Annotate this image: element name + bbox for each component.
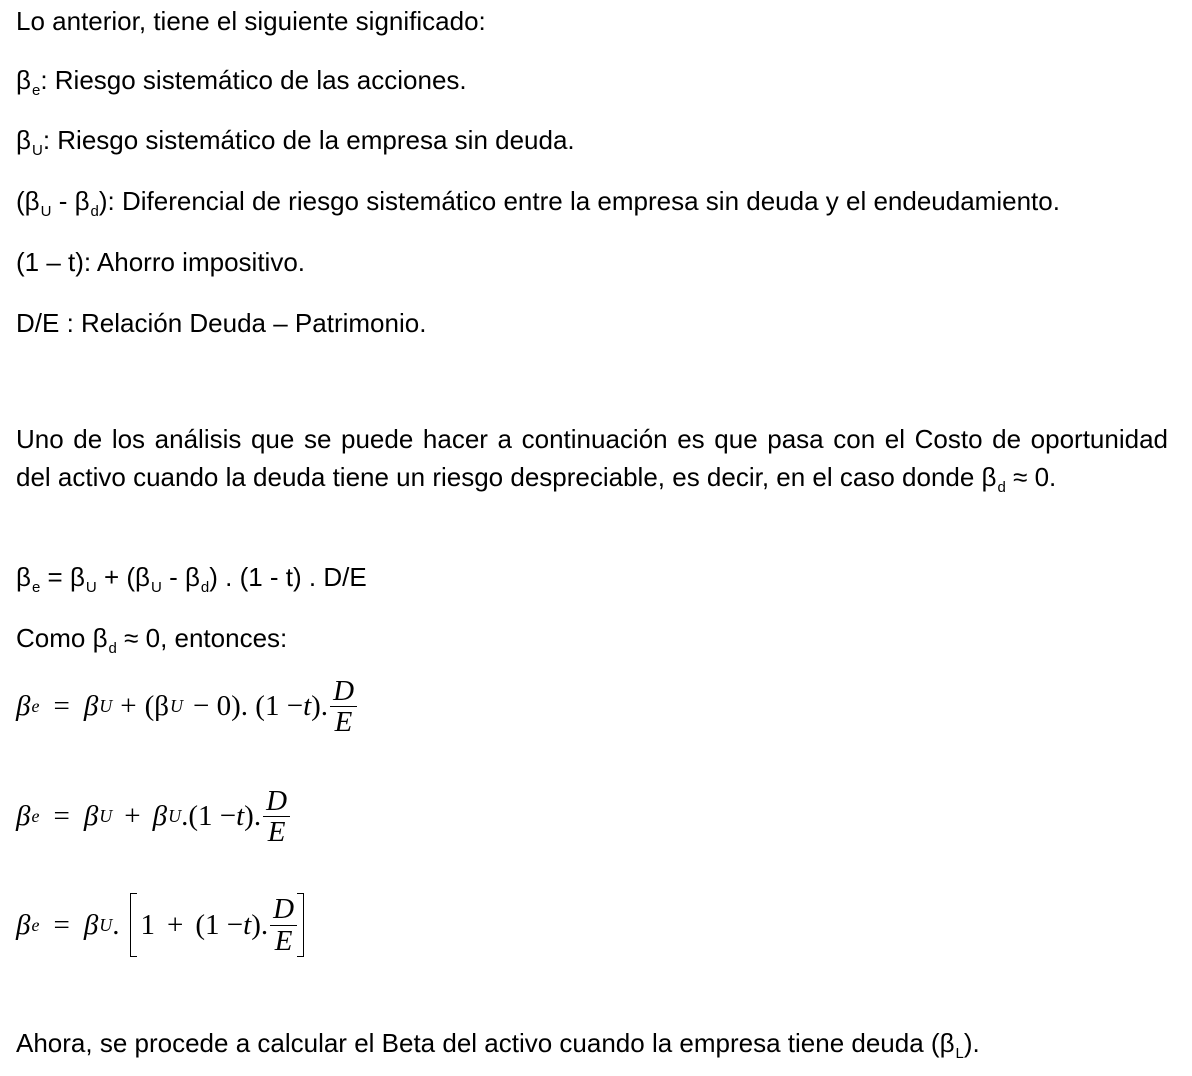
fraction-d-over-e: $\frac{D}{E}$ (330, 676, 357, 738)
symbol: - β (51, 186, 90, 216)
symbol: β (16, 65, 31, 95)
symbol-subscript: d (90, 203, 99, 220)
equation-2: β e = β U + β U .(1 − t ). $\frac{D}{E}$ (16, 786, 290, 848)
fraction-d-over-e: $\frac{D}{E}$ (270, 894, 297, 956)
symbol-subscript: d (997, 479, 1006, 496)
symbol-subscript: U (31, 142, 43, 159)
paragraph-tail: ≈ 0. (1005, 462, 1057, 492)
definition-differential (16, 188, 1060, 219)
paragraph-text: Uno de los análisis que se puede hacer a continuación es que pasa con el Costo de oportunidad del activo cuando la deuda tiene un riesgo despreciable, es decir, en el caso donde β (16, 424, 1168, 492)
intro-text: Lo anterior, tiene el siguiente significado: (16, 6, 486, 36)
symbol-subscript: e (31, 82, 41, 99)
como-line: Como $\beta_d \approx 0$, entonces: (16, 623, 288, 657)
equation-1: β e = β U + (β U − 0). (1 − t ). $\frac{D}{E}$ (16, 676, 357, 738)
definition-debt-equity: D/E : Relación Deuda – Patrimonio. (16, 308, 427, 338)
closing-text: Ahora, se procede a calcular el Beta del activo cuando la empresa tiene deuda $(\beta_L)$. (16, 1028, 980, 1062)
fraction-d-over-e: $\frac{D}{E}$ (263, 786, 290, 848)
symbol: (β (16, 186, 40, 216)
definition-beta-u (16, 127, 575, 158)
symbol-subscript: U (40, 203, 52, 220)
analysis-paragraph (16, 420, 1168, 507)
bracket-expression: 1 + (1 − t ). $\frac{D}{E}$ (130, 893, 305, 957)
definition-text: ): Diferencial de riesgo sistemático entre la empresa sin deuda y el endeudamiento. (98, 186, 1060, 216)
equation-3: β e = β U . 1 + (1 − t ). $\frac{D}{E}$ (16, 893, 304, 957)
symbol: β (16, 125, 31, 155)
definition-tax-saving: (1 – t): Ahorro impositivo. (16, 247, 305, 277)
definition-beta-e (16, 67, 467, 98)
definition-text: : Riesgo sistemático de las acciones. (40, 65, 467, 95)
definition-text: : Riesgo sistemático de la empresa sin deuda. (42, 125, 575, 155)
formula-text-line: $\beta_e = \beta_U + (\beta_U - \beta_d)$ . (1 - t) . D/E (16, 562, 367, 596)
